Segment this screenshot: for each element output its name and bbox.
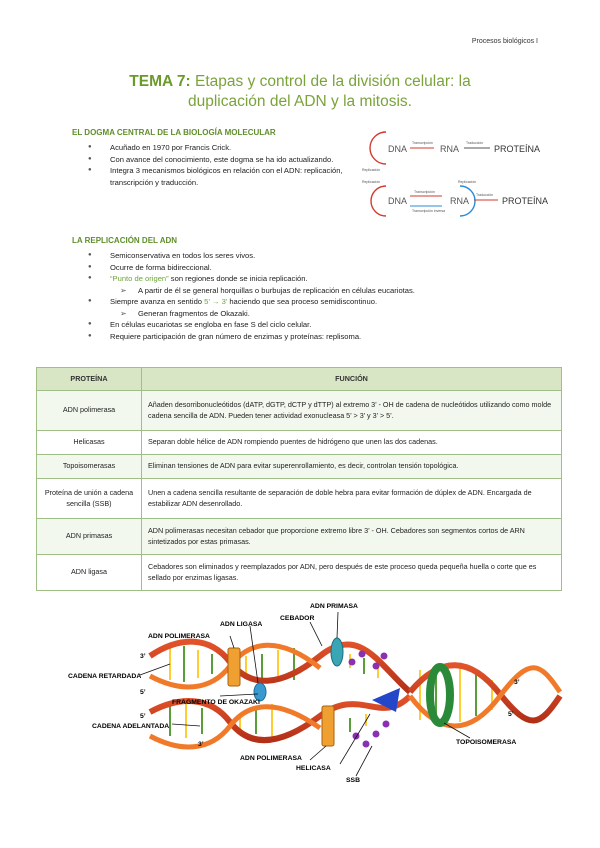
dogma-list [86, 142, 344, 188]
protein-cell: Topoisomerasas [37, 455, 142, 479]
label-topoisomerasa: TOPOISOMERASA [456, 739, 517, 746]
prime-label: 3’ [140, 653, 146, 660]
table-row [37, 455, 562, 479]
function-cell: Añaden desorribonucleótidos (dATP, dGTP, dCTP y dTTP) al extremo 3’ - OH de cadena de nucleótidos utilizando como molde cadena sencilla de ADN. Pueden tener actividad exonucleasa 5’ > 3’ y 3’ > 5’. [142, 391, 562, 431]
list-item: ● Con avance del conocimiento, este dogma se ha ido actualizando. [86, 154, 344, 166]
table-row [37, 479, 562, 519]
protein-cell: Helicasas [37, 431, 142, 455]
dogma-top-replication: Replicación [362, 168, 381, 172]
replication-list [86, 250, 566, 342]
list-item-text: haciendo que sea proceso semidiscontinuo. [227, 297, 378, 306]
label-okazaki: FRAGMENTO DE OKAZAKI [172, 699, 260, 706]
list-item-text: Siempre avanza en sentido [110, 297, 205, 306]
label-helicasa: HELICASA [296, 765, 331, 772]
dogma-top-rna: RNA [440, 144, 460, 154]
title-line1: Etapas y control de la división celular: la [190, 73, 471, 90]
table-row [37, 519, 562, 555]
sub-list-item: ➢ Generan fragmentos de Okazaki. [86, 308, 566, 320]
topoisomerase [430, 667, 450, 723]
prime-label: 3’ [198, 741, 204, 748]
direction-term: 5’ → 3’ [204, 297, 228, 306]
title-prefix: TEMA 7: [129, 73, 191, 90]
dogma-top-translation: Traducción [466, 141, 484, 145]
function-cell: ADN polimerasas necesitan cebador que proporcione extremo libre 3’ - OH. Cebadores son segmentos cortos de ARN sintetizados por estas primasas. [142, 519, 562, 555]
list-item: ● Acuñado en 1970 por Francis Crick. [86, 142, 344, 154]
column-header: PROTEÍNA [37, 368, 142, 391]
dogma-bottom-protein: PROTEÍNA [502, 196, 549, 206]
prime-label: 5’ [140, 689, 146, 696]
title-line2: duplicación del ADN y la mitosis. [188, 93, 412, 110]
running-header: Procesos biológicos I [471, 38, 538, 45]
lagging-strand [150, 642, 410, 692]
replication-heading: LA REPLICACIÓN DEL ADN [72, 236, 178, 245]
label-polimerasa-top: ADN POLIMERASA [148, 633, 210, 640]
table-row [37, 391, 562, 431]
dogma-top-transcription: Transcripción [412, 141, 433, 145]
list-item [86, 273, 566, 285]
sub-list-item: ➢ A partir de él se general horquillas o burbujas de replicación en células eucariotas. [86, 285, 566, 297]
column-header: FUNCIÓN [142, 368, 562, 391]
label-polimerasa-bottom: ADN POLIMERASA [240, 755, 302, 762]
list-item [86, 296, 566, 308]
primase [331, 638, 343, 666]
dogma-bottom-reverse: Transcripción inversa [412, 209, 446, 213]
prime-label: 5’ [140, 713, 146, 720]
protein-cell: ADN ligasa [37, 555, 142, 591]
dogma-top-dna: DNA [388, 144, 408, 154]
dogma-heading: EL DOGMA CENTRAL DE LA BIOLOGÍA MOLECULAR [72, 128, 276, 137]
function-cell: Eliminan tensiones de ADN para evitar superenrollamiento, es decir, controlan tensión topológica. [142, 455, 562, 479]
dogma-top-protein: PROTEÍNA [494, 144, 541, 154]
label-adelantada: CADENA ADELANTADA [92, 723, 170, 730]
table-row [37, 555, 562, 591]
function-cell: Separan doble hélice de ADN rompiendo puentes de hidrógeno que unen las dos cadenas. [142, 431, 562, 455]
label-ligasa: ADN LIGASA [220, 621, 263, 628]
dogma-bottom-rna-replication: Replicación [458, 180, 477, 184]
protein-table [36, 367, 562, 591]
function-cell: Unen a cadena sencilla resultante de separación de doble hebra para evitar formación de dúplex de ADN. Encargada de estabilizar ADN desenrollado. [142, 479, 562, 519]
table-header-row [37, 368, 562, 391]
label-cebador: CEBADOR [280, 615, 315, 622]
list-item: ● Semiconservativa en todos los seres vivos. [86, 250, 566, 262]
list-item: ● Requiere participación de gran número de enzimas y proteínas: replisoma. [86, 331, 566, 343]
dogma-bottom-rna: RNA [450, 196, 470, 206]
protein-cell: Proteína de unión a cadena sencilla (SSB) [37, 479, 142, 519]
table-row [37, 431, 562, 455]
list-item-text: son regiones donde se inicia replicación. [168, 274, 308, 283]
dogma-figure [358, 124, 558, 224]
function-cell: Cebadores son eliminados y reemplazados por ADN, pero después de este proceso queda pequeña huella o corte que es sellado por enzimas ligasas. [142, 555, 562, 591]
replication-loop [371, 186, 386, 216]
dogma-bottom-replication: Replicación [362, 180, 381, 184]
protein-cell: ADN primasas [37, 519, 142, 555]
dogma-bottom-dna: DNA [388, 196, 408, 206]
list-item: ● Ocurre de forma bidireccional. [86, 262, 566, 274]
label-retardada: CADENA RETARDADA [68, 673, 142, 680]
list-item: ● En células eucariotas se engloba en fase S del ciclo celular. [86, 319, 566, 331]
label-ssb: SSB [346, 777, 360, 784]
replication-fork-diagram [0, 596, 600, 796]
replication-loop [370, 132, 386, 164]
origin-term: “Punto de origen” [110, 274, 169, 283]
protein-cell: ADN polimerasa [37, 391, 142, 431]
list-item: ● Integra 3 mecanismos biológicos en relación con el ADN: replicación, transcripción y traducción. [86, 165, 344, 188]
dogma-bottom-translation: Traducción [476, 193, 494, 197]
prime-label: 5’ [508, 711, 514, 718]
dna-polymerase-bottom [322, 706, 334, 746]
dna-polymerase-top [228, 648, 240, 686]
prime-label: 3’ [514, 679, 520, 686]
label-primasa: ADN PRIMASA [310, 603, 358, 610]
page-title [0, 72, 600, 112]
dogma-bottom-transcription: Transcripción [414, 190, 435, 194]
